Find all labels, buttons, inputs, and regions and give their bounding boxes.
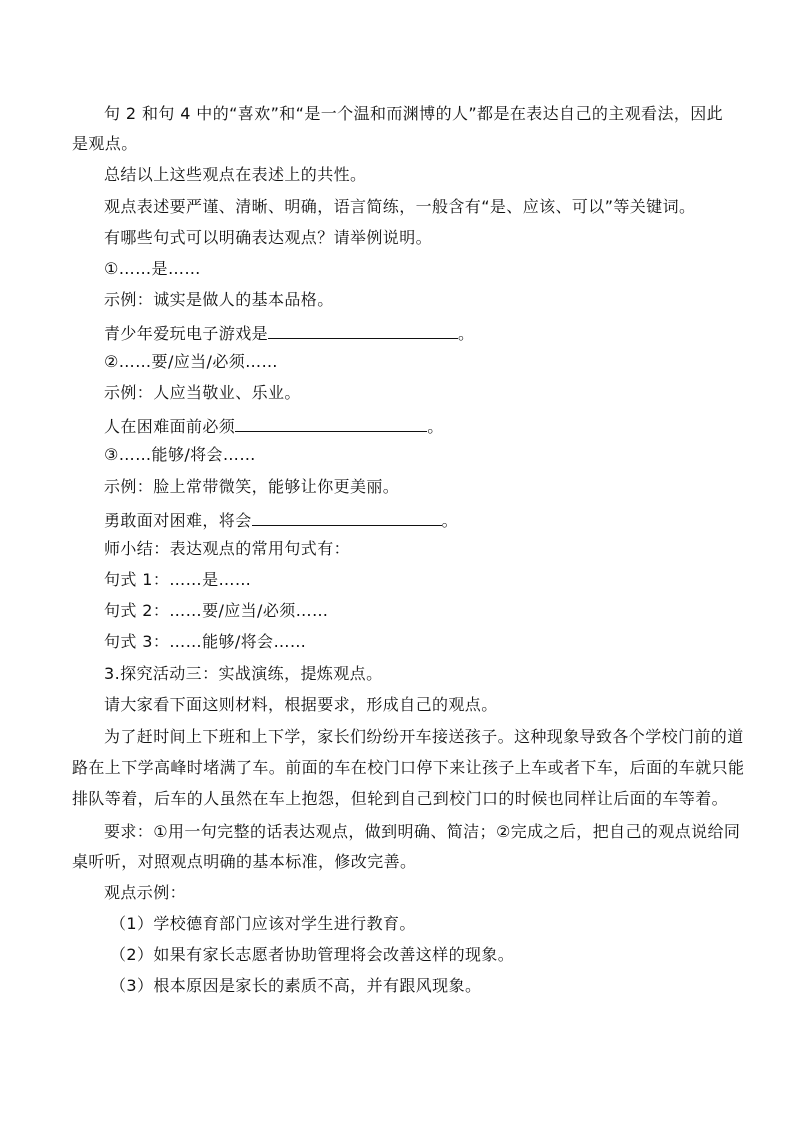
summary-line: 师小结：表达观点的常用句式有： (104, 539, 351, 558)
blank-suffix: 。 (441, 511, 459, 530)
pattern-line: 句式 1：……是…… (104, 570, 252, 589)
answer-blank[interactable] (268, 321, 458, 339)
fill-blank-line (104, 508, 756, 531)
pattern-line: 句式 3：……能够/将会…… (104, 632, 307, 651)
paragraph-line: 句 2 和句 4 中的“喜欢”和“是一个温和而渊博的人”都是在表达自己的主观看法，因此 (104, 104, 724, 123)
material-line: 为了赶时间上下班和上下学，家长们纷纷开车接送孩子。这种现象导致各个学校门前的道 (104, 727, 744, 746)
paragraph-line: 请大家看下面这则材料，根据要求，形成自己的观点。 (104, 695, 498, 714)
example-item: （2）如果有家长志愿者协助管理将会改善这样的现象。 (110, 945, 515, 964)
fill-blank-line (104, 321, 756, 344)
paragraph-line: 有哪些句式可以明确表达观点？请举例说明。 (104, 228, 433, 247)
blank-prefix: 勇敢面对困难，将会 (104, 511, 252, 530)
pattern-heading: ①……是…… (104, 259, 201, 278)
paragraph-line: 观点表述要严谨、清晰、明确，语言简练，一般含有“是、应该、可以”等关键词。 (104, 197, 696, 216)
fill-blank-line (104, 414, 756, 437)
example-line: 示例：脸上常带微笑，能够让你更美丽。 (104, 477, 400, 496)
paragraph-line: 是观点。 (72, 134, 138, 153)
blank-suffix: 。 (458, 324, 475, 343)
blank-prefix: 人在困难面前必须 (104, 417, 236, 436)
material-line: 路在上下学高峰时堵满了车。前面的车在校门口停下来让孩子上车或者下车，后面的车就只能 (72, 758, 745, 777)
example-item: （1）学校德育部门应该对学生进行教育。 (110, 914, 416, 933)
example-item: （3）根本原因是家长的素质不高，并有跟风现象。 (110, 976, 482, 995)
paragraph-line: 总结以上这些观点在表述上的共性。 (104, 165, 367, 184)
examples-heading: 观点示例： (104, 883, 187, 902)
pattern-heading: ②……要/应当/必须…… (104, 352, 278, 371)
answer-blank[interactable] (235, 414, 427, 432)
answer-blank[interactable] (252, 508, 442, 526)
example-line: 示例：人应当敬业、乐业。 (104, 383, 301, 402)
pattern-line: 句式 2：……要/应当/必须…… (104, 601, 329, 620)
example-line: 示例：诚实是做人的基本品格。 (104, 290, 334, 309)
blank-suffix: 。 (427, 417, 444, 436)
blank-prefix: 青少年爱玩电子游戏是 (104, 324, 269, 343)
pattern-heading: ③……能够/将会…… (104, 445, 256, 464)
section-heading: 3.探究活动三：实战演练，提炼观点。 (104, 664, 383, 683)
requirement-line: 要求：①用一句完整的话表达观点，做到明确、简洁；②完成之后，把自己的观点说给同 (104, 822, 741, 841)
material-line: 排队等着，后车的人虽然在车上抱怨，但轮到自己到校门口的时候也同样让后面的车等着。 (72, 789, 729, 808)
requirement-line: 桌听听，对照观点明确的基本标准，修改完善。 (72, 852, 417, 871)
